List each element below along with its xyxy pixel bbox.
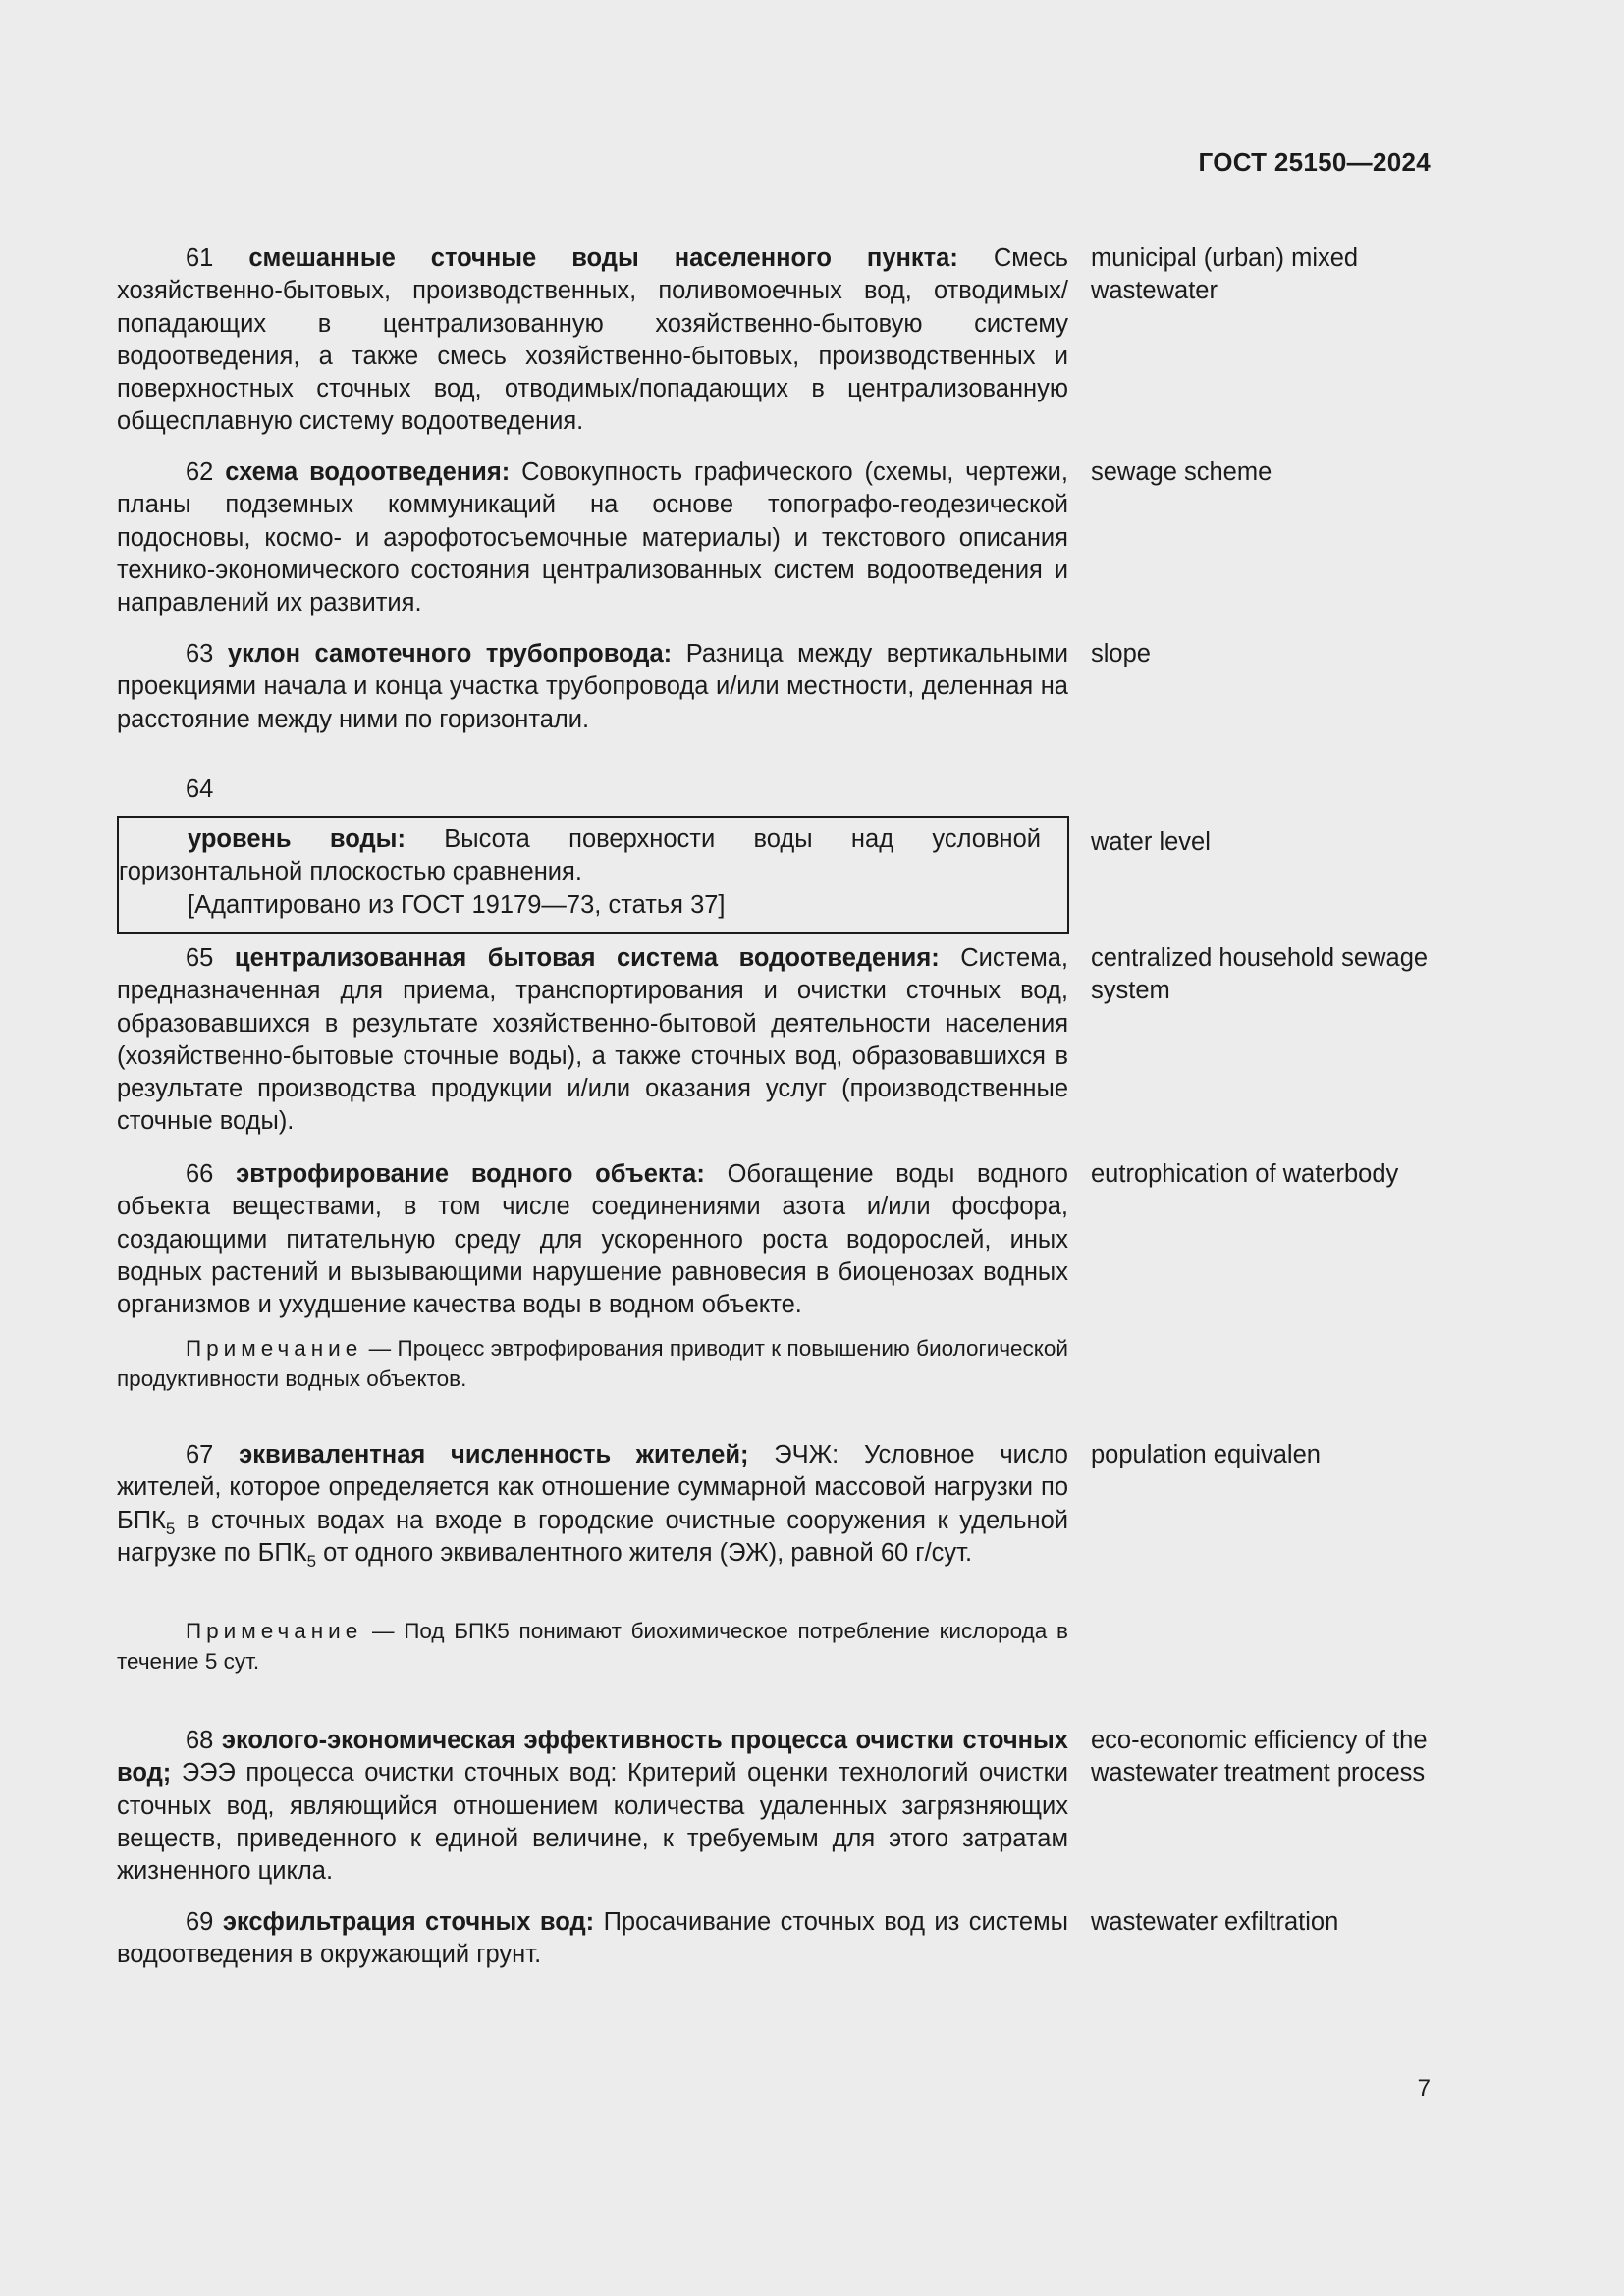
term-number: 64	[186, 775, 214, 803]
english-equivalent: eutrophication of waterbody	[1091, 1160, 1399, 1188]
term-definition	[117, 638, 1068, 736]
definition-text: ЭЭЭ процесса очистки сточных вод: Критерий оценки технологий очистки сточных вод, являющийся отношением количества удаленных загрязняющих веществ, приведенного к единой величине, к требуемым для этого затратам жизненного цикла.	[117, 1759, 1068, 1886]
document-header: ГОСТ 25150—2024	[1198, 147, 1431, 177]
term-number: 66	[186, 1160, 214, 1188]
english-equivalent: water level	[1091, 828, 1211, 856]
definition-text: в сточных водах на входе в городские очистные сооружения к удельной нагрузке по БПК	[117, 1506, 1068, 1567]
term-name: схема водоотведения:	[225, 458, 511, 486]
definition-text: Смесь хозяйственно-бытовых, производственных, поливомоечных вод, отводимых/попадающих в централизованную хозяйственно-бытовую систему водоотведения, а также смесь хозяйственно-бытовых, производственных и поверхностных сточных вод, отводимых/попадающих в централизованную общесплавную систему водоотведения.	[117, 244, 1068, 436]
term-name: эколого-экономическая эффективность процесса очистки сточных вод;	[117, 1727, 1068, 1788]
english-equivalent: wastewater exfiltration	[1091, 1908, 1339, 1936]
note-label: Примечание	[186, 1336, 363, 1361]
english-equivalent: sewage scheme	[1091, 458, 1272, 486]
source-reference: [Адаптировано из ГОСТ 19179—73, статья 37]	[188, 890, 726, 919]
english-equivalent: population equivalen	[1091, 1441, 1321, 1468]
term-number: 62	[186, 458, 214, 486]
term-definition	[117, 456, 1068, 619]
english-equivalent: municipal (urban) mixed wastewater	[1091, 244, 1359, 305]
term-number: 63	[186, 640, 214, 667]
note	[117, 1616, 1068, 1677]
term-name: смешанные сточные воды населенного пункта:	[248, 244, 958, 272]
subscript: 5	[165, 1519, 176, 1538]
note	[117, 1333, 1068, 1394]
definition-text: Разница между вертикальными проекциями начала и конца участка трубопровода и/или местности, деленная на расстояние между ними по горизонтали.	[117, 640, 1068, 733]
term-definition	[117, 242, 1068, 439]
term-definition	[117, 1439, 1068, 1570]
term-definition	[117, 1725, 1068, 1888]
term-number: 69	[186, 1908, 214, 1936]
page-number: 7	[1417, 2075, 1431, 2102]
term-name: централизованная бытовая система водоотведения:	[234, 944, 940, 972]
definition-text: Система, предназначенная для приема, транспортирования и очистки сточных вод, образовавшихся в результате хозяйственно-бытовой деятельности населения (хозяйственно-бытовые сточные воды), а также сточных вод, образовавшихся в результате производства продукции и/или оказания услуг (производственные сточные воды).	[117, 944, 1069, 1136]
note-label: Примечание	[186, 1619, 363, 1643]
note-text: — Процесс эвтрофирования приводит к повышению биологической продуктивности водных объектов.	[117, 1336, 1068, 1391]
term-definition	[117, 1158, 1068, 1321]
term-name: уровень воды:	[188, 826, 406, 853]
definition-text: Высота поверхности воды над условной горизонтальной плоскостью сравнения.	[119, 826, 1042, 886]
definition-text: Обогащение воды водного объекта веществами, в том числе соединениями азота и/или фосфора, создающими питательную среду для ускоренного роста водорослей, иных водных растений и вызывающими нарушение равновесия в биоценозах водных организмов и ухудшение качества воды в водном объекте.	[117, 1160, 1068, 1319]
term-number: 67	[186, 1441, 214, 1468]
term-definition	[117, 1906, 1068, 1972]
term-number: 68	[186, 1727, 214, 1754]
english-equivalent: centralized household sewage system	[1091, 944, 1429, 1005]
term-name: уклон самотечного трубопровода:	[227, 640, 673, 667]
term-definition	[117, 942, 1068, 1139]
note-text: — Под БПК5 понимают биохимическое потребление кислорода в течение 5 сут.	[117, 1619, 1068, 1674]
subscript: 5	[306, 1551, 317, 1571]
definition-text: Совокупность графического (схемы, чертежи, планы подземных коммуникаций на основе топографо-геодезической подосновы, космо- и аэрофотосъемочные материалы) и текстового описания технико-экономического состояния централизованных систем водоотведения и направлений их развития.	[117, 458, 1069, 617]
term-number: 61	[186, 244, 214, 272]
english-equivalent: eco-economic efficiency of the wastewater treatment process	[1091, 1727, 1428, 1788]
term-name: эксфильтрация сточных вод:	[222, 1908, 595, 1936]
term-number: 65	[186, 944, 214, 972]
definition-text: ЭЧЖ: Условное число жителей, которое определяется как отношение суммарной массовой нагрузки по БПК	[117, 1441, 1068, 1534]
definition-text: Просачивание сточных вод из системы водоотведения в окружающий грунт.	[117, 1908, 1068, 1969]
term-name: эвтрофирование водного объекта:	[236, 1160, 705, 1188]
definition-text: от одного эквивалентного жителя (ЭЖ), равной 60 г/сут.	[316, 1538, 973, 1567]
term-name: эквивалентная численность жителей;	[239, 1441, 749, 1468]
term-entry-64-box	[117, 816, 1069, 934]
english-equivalent: slope	[1091, 640, 1151, 667]
